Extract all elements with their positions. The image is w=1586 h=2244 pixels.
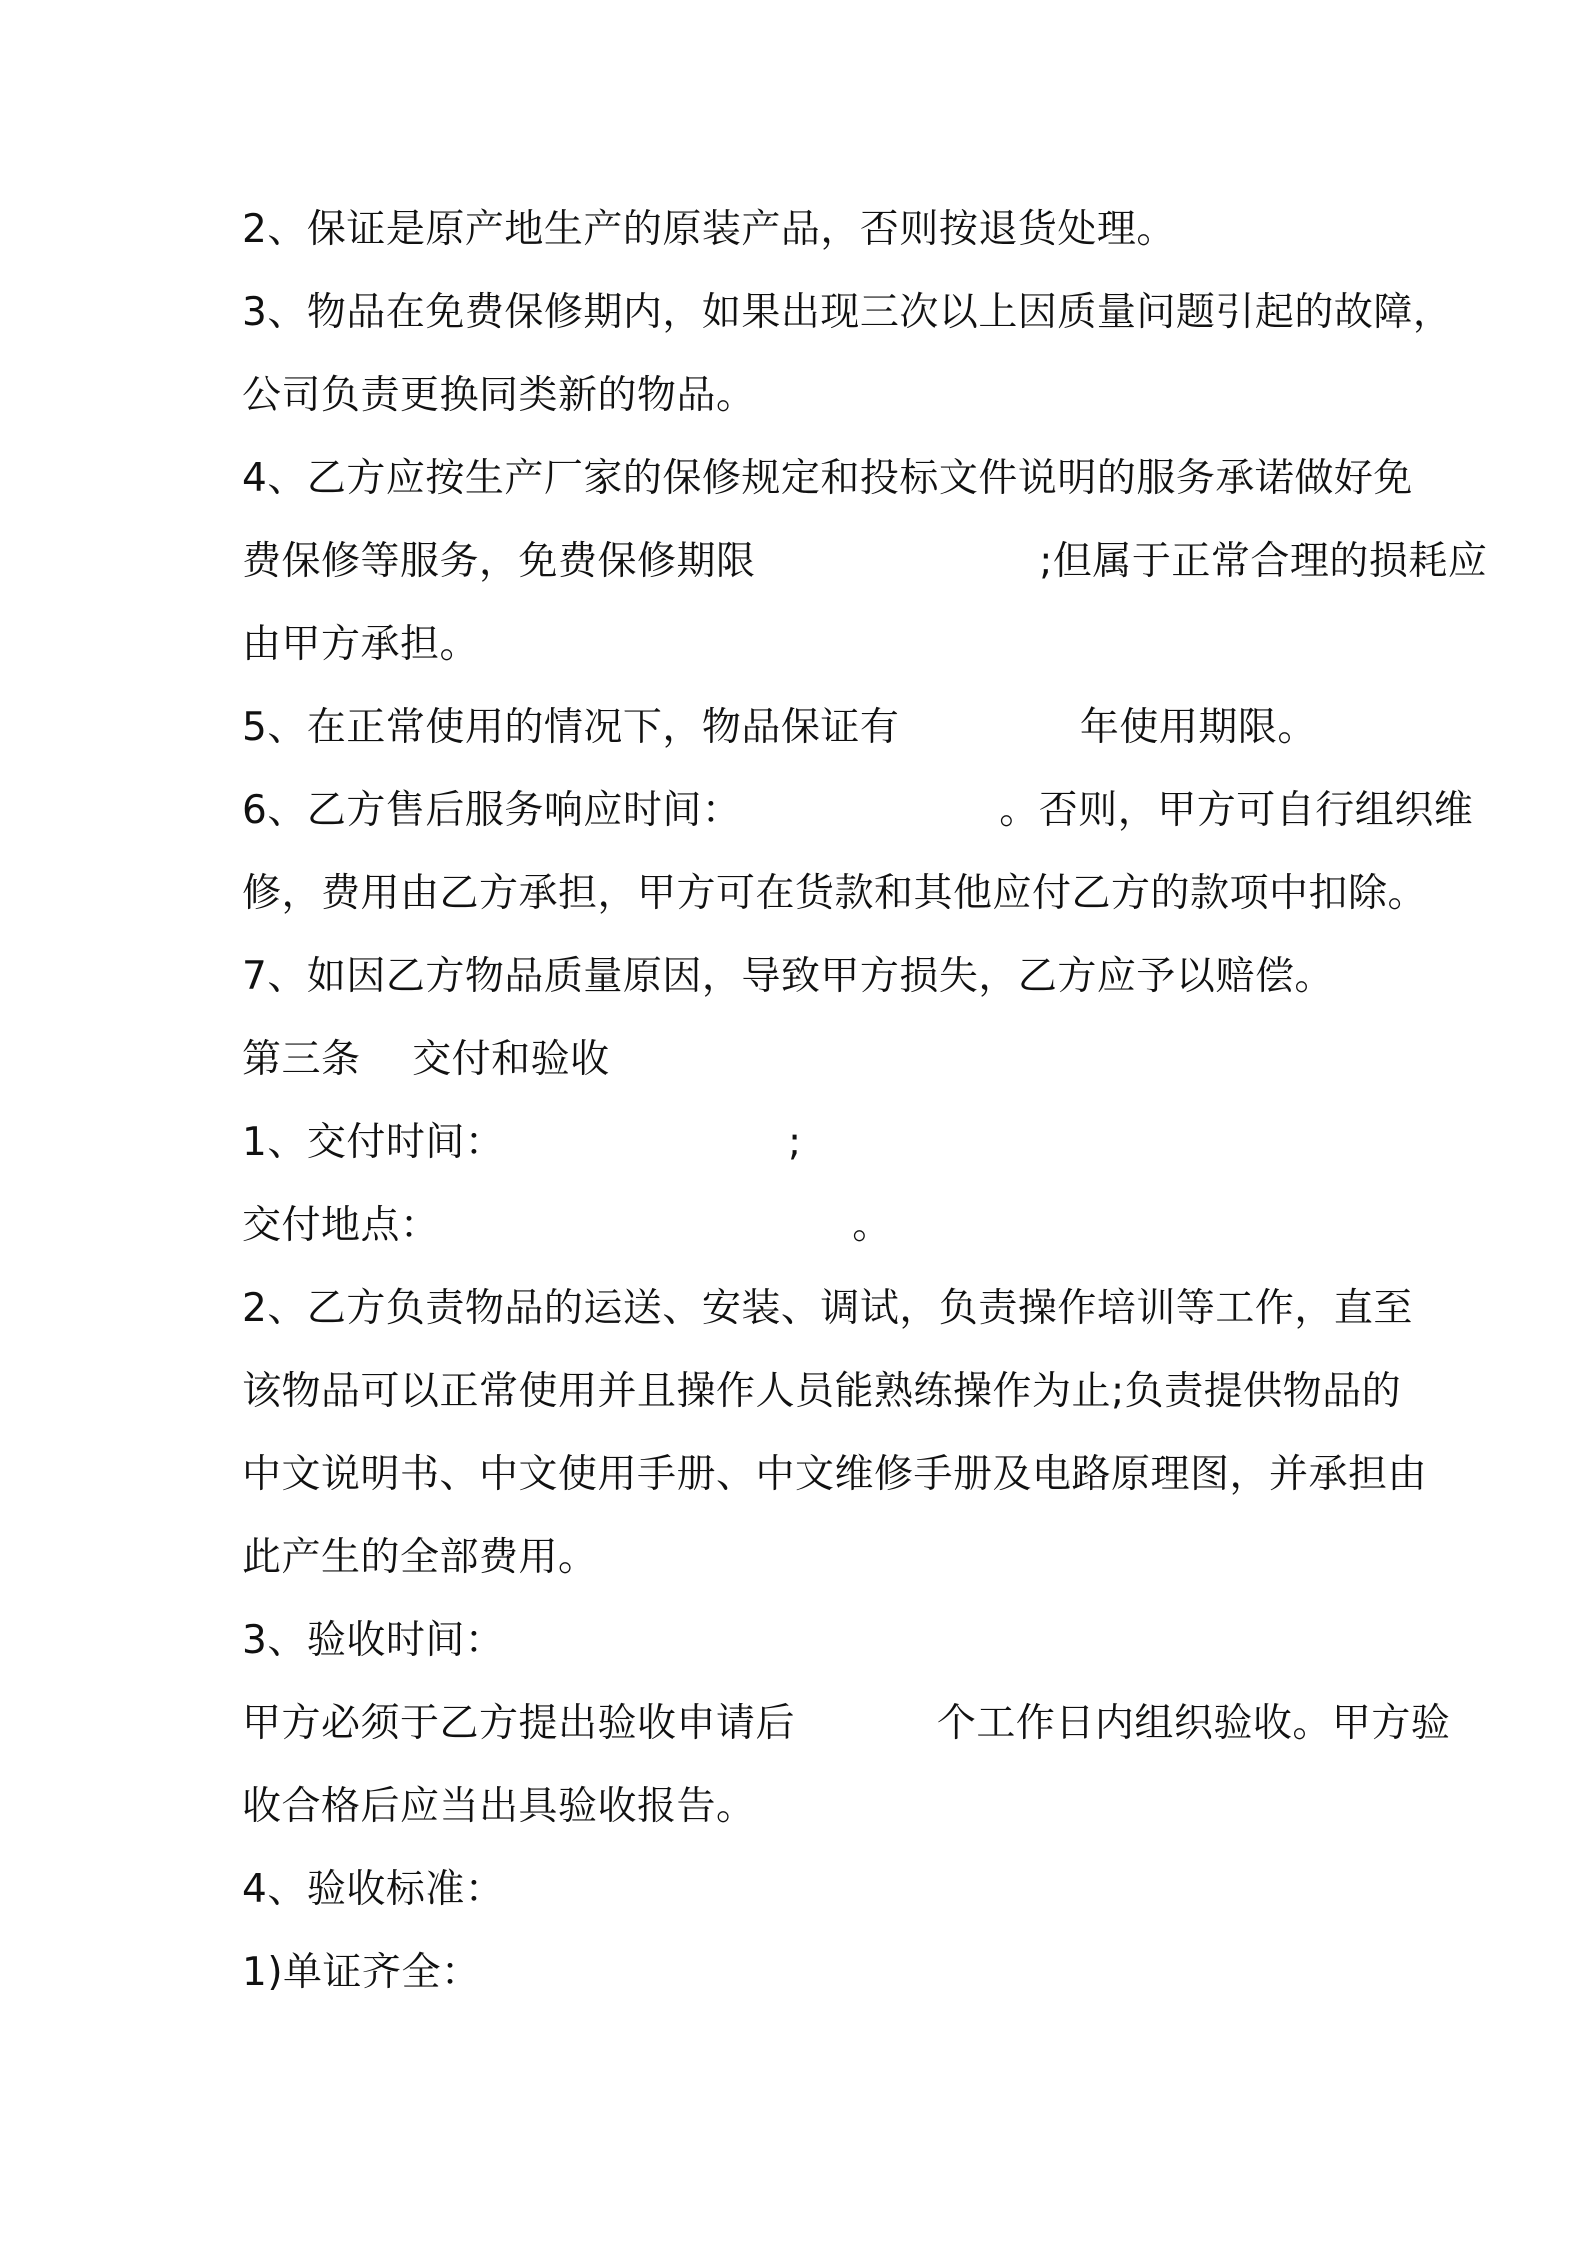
clause-2-delivery-line-2: 该物品可以正常使用并且操作人员能熟练操作为止;负责提供物品的 — [242, 1369, 1402, 1414]
clause-2-original-product: 2、保证是原产地生产的原装产品，否则按退货处理。 — [242, 207, 1176, 252]
delivery-time: 1、交付时间： ; — [242, 1120, 802, 1165]
article-3-heading: 第三条 交付和验收 — [242, 1037, 610, 1082]
clause-3-replacement-line-2: 公司负责更换同类新的物品。 — [242, 373, 756, 418]
complete-documents-item: 1)单证齐全： — [242, 1950, 481, 1995]
clause-7-compensation: 7、如因乙方物品质量原因，导致甲方损失，乙方应予以赔偿。 — [242, 954, 1334, 999]
clause-5-service-life: 5、在正常使用的情况下，物品保证有 年使用期限。 — [242, 705, 1317, 750]
clause-6-response-line-2: 修，费用由乙方承担，甲方可在货款和其他应付乙方的款项中扣除。 — [242, 871, 1428, 916]
acceptance-time-line-2: 收合格后应当出具验收报告。 — [242, 1784, 756, 1829]
clause-2-delivery-line-4: 此产生的全部费用。 — [242, 1535, 598, 1580]
clause-2-delivery-line-1: 2、乙方负责物品的运送、安装、调试，负责操作培训等工作，直至 — [242, 1286, 1413, 1331]
clause-6-response-line-1: 6、乙方售后服务响应时间： 。否则，甲方可自行组织维 — [242, 788, 1474, 833]
acceptance-time-line-1: 甲方必须于乙方提出验收申请后 个工作日内组织验收。甲方验 — [242, 1701, 1451, 1746]
delivery-location: 交付地点： 。 — [242, 1203, 892, 1248]
clause-3-replacement-line-1: 3、物品在免费保修期内，如果出现三次以上因质量问题引起的故障， — [242, 290, 1453, 335]
acceptance-standard-heading: 4、验收标准： — [242, 1867, 505, 1912]
clause-4-warranty-line-1: 4、乙方应按生产厂家的保修规定和投标文件说明的服务承诺做好免 — [242, 456, 1413, 501]
clause-4-warranty-line-3: 由甲方承担。 — [242, 622, 480, 667]
acceptance-time-heading: 3、验收时间： — [242, 1618, 505, 1663]
clause-2-delivery-line-3: 中文说明书、中文使用手册、中文维修手册及电路原理图，并承担由 — [242, 1452, 1428, 1497]
clause-4-warranty-line-2: 费保修等服务，免费保修期限 ;但属于正常合理的损耗应 — [242, 539, 1488, 584]
